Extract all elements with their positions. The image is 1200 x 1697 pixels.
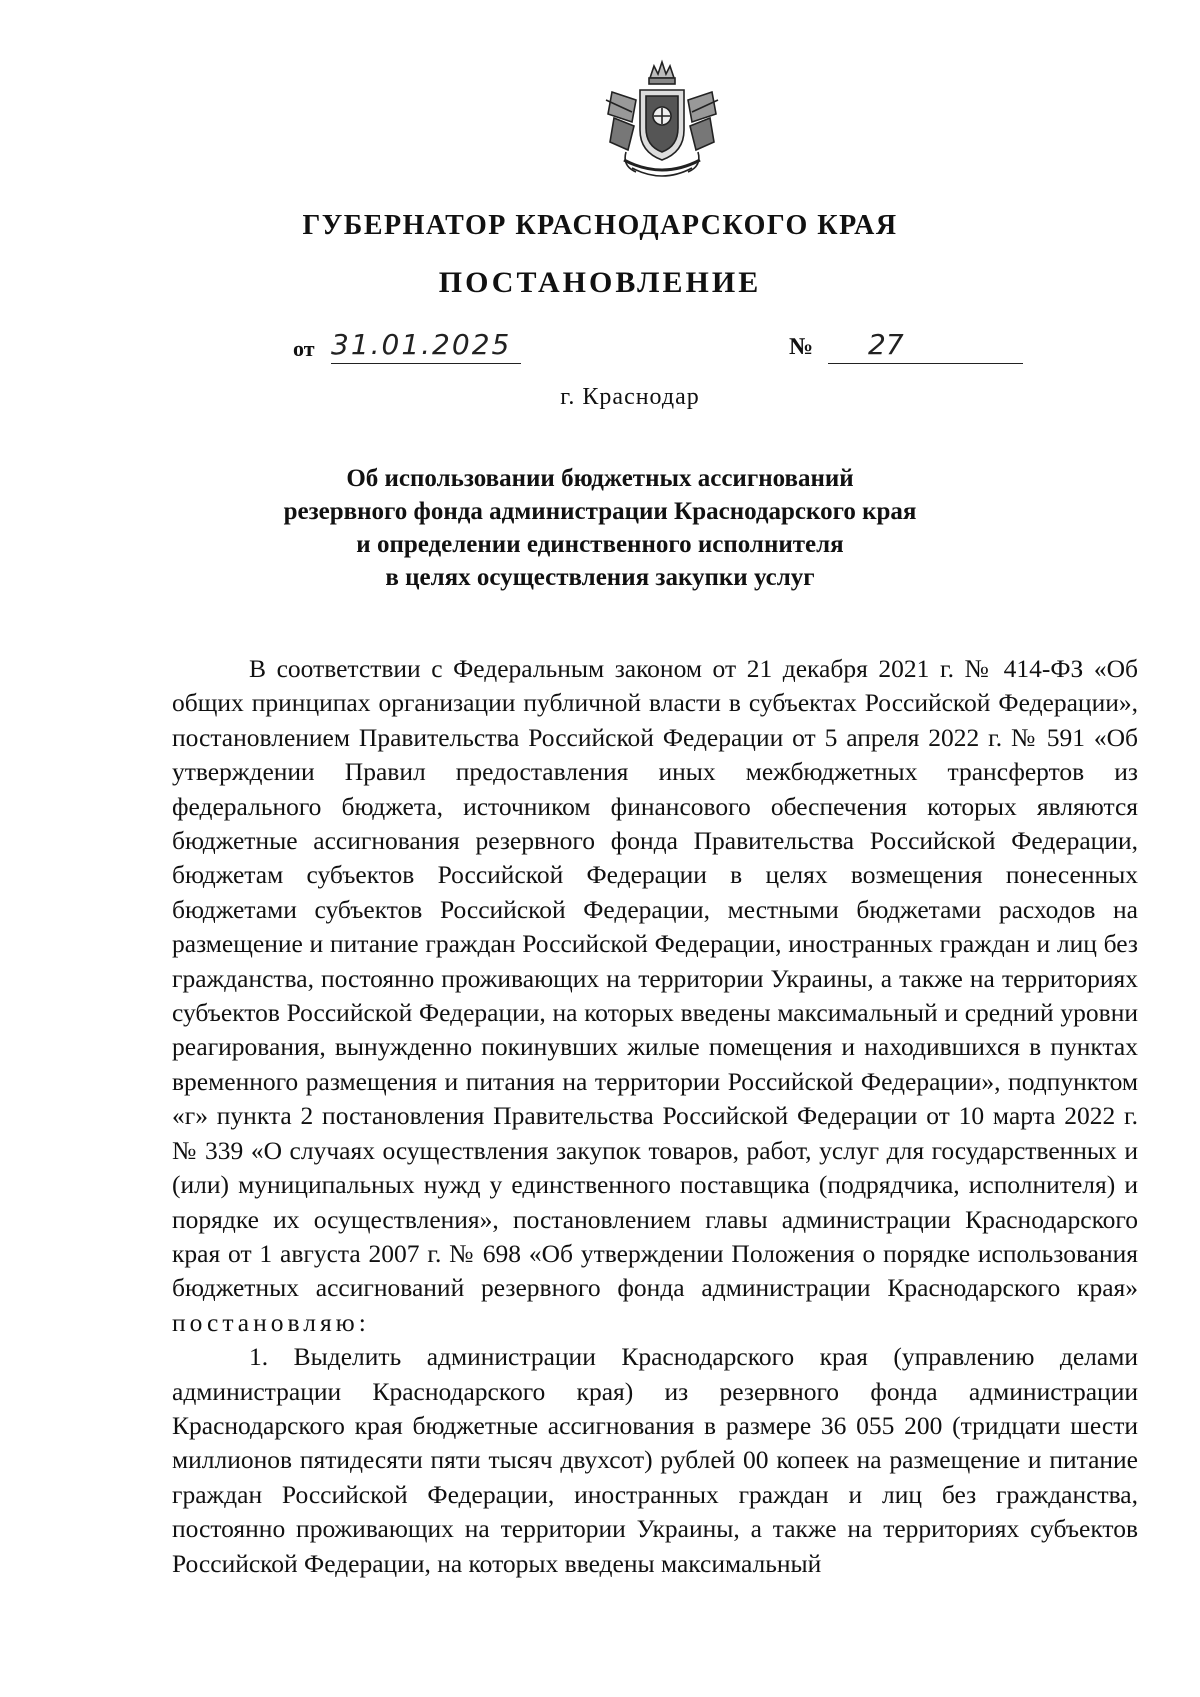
document-title	[0, 462, 1200, 594]
decree-word: постановляю:	[172, 1307, 370, 1337]
handwritten-number: 27	[828, 328, 1023, 364]
title-line: Об использовании бюджетных ассигнований	[346, 465, 854, 492]
document-body	[172, 652, 1138, 1581]
document-type: ПОСТАНОВЛЕНИЕ	[438, 266, 762, 299]
city: г. Краснодар	[560, 384, 700, 410]
preamble-text: В соответствии с Федеральным законом от 21 декабря 2021 г. № 414-ФЗ «Об общих принципах организации публичной власти в субъектах Российской Федерации», постановлением Правительства Российской Федерации от 5 апреля 2022 г. № 591 «Об утверждении Правил предоставления иных межбюджетных трансфертов из федерального бюджета, источником финансового обеспечения которых являются бюджетные ассигнования резервного фонда Правительства Российской Федерации, бюджетам субъектов Российской Федерации в целях возмещения понесенных бюджетами субъектов Российской Федерации, местными бюджетами расходов на размещение и питание граждан Российской Федерации, иностранных граждан и лиц без гражданства, постоянно проживающих на территории Украины, а также на территориях субъектов Российской Федерации, на которых введены максимальный и средний уровни реагирования, вынужденно покинувших жилые помещения и находившихся в пунктах временного размещения и питания на территории Российской Федерации», подпунктом «г» пункта 2 постановления Правительства Российской Федерации от 10 марта 2022 г. № 339 «О случаях осуществления закупок товаров, работ, услуг для государственных и (или) муниципальных нужд у единственного поставщика (подрядчика, исполнителя) и порядке их осуществления», постановлением главы администрации Краснодарского края от 1 августа 2007 г. № 698 «Об утверждении Положения о порядке использования бюджетных ассигнований резервного фонда администрации Краснодарского края»	[172, 654, 1138, 1303]
title-line: резервного фонда администрации Краснодарского края	[283, 498, 917, 525]
item-1-paragraph: 1. Выделить администрации Краснодарского края (управлению делами администрации Краснодарского края) из резервного фонда администрации Краснодарского края бюджетные ассигнования в размере 36 055 200 (тридцати шести миллионов пятидесяти пяти тысяч двухсот) рублей 00 копеек на размещение и питание граждан Российской Федерации, иностранных граждан и лиц без гражданства, постоянно проживающих на территории Украины, а также на территориях субъектов Российской Федерации, на которых введены максимальный	[172, 1342, 1138, 1578]
date-prefix: от	[293, 336, 315, 361]
preamble-paragraph	[172, 652, 1138, 1340]
issuer-name: ГУБЕРНАТОР КРАСНОДАРСКОГО КРАЯ	[302, 210, 898, 241]
title-line: и определении единственного исполнителя	[356, 531, 844, 558]
coat-of-arms-icon	[592, 56, 732, 186]
number-prefix: №	[789, 334, 814, 360]
date-number-line	[293, 328, 1023, 372]
handwritten-date: 31.01.2025	[331, 328, 521, 364]
title-line: в целях осуществления закупки услуг	[385, 564, 815, 591]
